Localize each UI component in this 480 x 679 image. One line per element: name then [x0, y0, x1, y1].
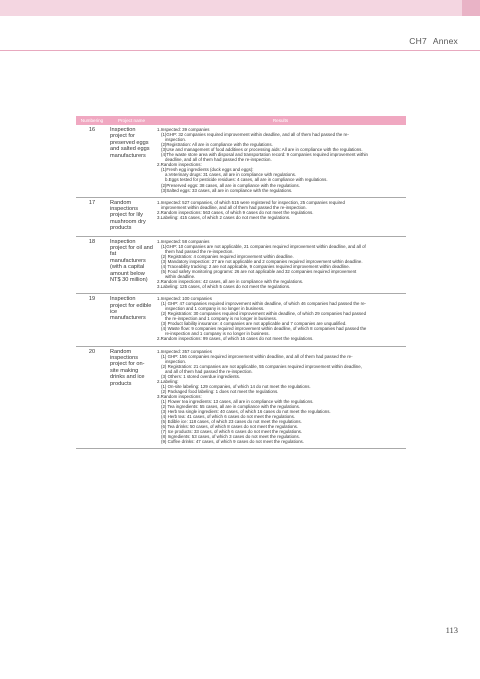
table-body	[76, 125, 406, 449]
result-line: 1.Inspected: 357 companies	[157, 348, 212, 354]
result-line: (2) Registration: 4 companies required improvement within deadline.	[161, 253, 294, 259]
table-header-row	[76, 116, 406, 125]
result-line: (2)Registration: All are in compliance with the regulations.	[161, 142, 273, 148]
result-line: (2)Preserved eggs: 38 cases, all are in compliance with the regulations.	[161, 182, 300, 188]
result-line: 2.Labeling:	[157, 378, 179, 384]
result-line: (3)Salted eggs: 33 cases, all are in compliance with the regulations.	[161, 187, 293, 193]
result-line: (1) GHP: 156 companies required improvement within deadline, and all of them had passed the re-	[161, 353, 353, 359]
result-line: (4) Traceability tracking: 2 are not applicable, 9 companies required improvement within deadline.	[161, 263, 350, 269]
project-name: Inspection project for edible ice manufacturers	[108, 294, 155, 346]
results-cell	[155, 197, 406, 236]
result-line: within deadline.	[165, 273, 196, 279]
result-line: 3.Random inspections:	[157, 393, 202, 399]
chapter-heading	[409, 36, 458, 46]
result-line: inspection and 1 company is no longer in business.	[165, 306, 265, 312]
result-line: (2) Registration: 30 companies required improvement within deadline, of which 29 companies had passed	[161, 311, 367, 317]
result-line: 2.Random inspections: 42 cases, all are in compliance with the regulations.	[157, 279, 304, 285]
result-line: (6) Tea drinks: 50 cases, of which 8 cases do not meet the regulations.	[161, 424, 299, 430]
result-line: inspection.	[165, 358, 186, 364]
result-line: (1)Fresh egg ingredients (duck eggs and eggs):	[161, 167, 254, 173]
result-line: (1) GHP: 47 companies required improvement within deadline, of which 46 companies had passed the re-	[161, 301, 367, 307]
result-line: improvement within deadline, and all of them had passed the re-inspection.	[161, 204, 307, 210]
section-label: Annex	[432, 36, 458, 46]
result-line: re-inspection and 1 company is no longer in business.	[165, 331, 270, 337]
result-line: (1)GHP: 10 companies are not applicable, 21 companies required improvement within deadline, and all of	[161, 243, 366, 249]
result-line: 1.Inspected: 100 companies	[157, 296, 212, 302]
result-line: (2) Registration: 21 companies are not applicable, 55 companies required improvement within deadline,	[161, 363, 362, 369]
result-line: the re-inspection and 1 company is no longer in business.	[165, 316, 278, 322]
table-row	[76, 197, 406, 236]
table-row	[76, 294, 406, 346]
header-project-name: Project name	[108, 116, 155, 125]
table-row	[76, 236, 406, 293]
result-line: 1.Inspected: 39 companies	[157, 127, 210, 132]
result-line: (3) Herb tea single ingredient: 40 cases, of which 16 cases do not meet the regulations.	[161, 409, 331, 415]
result-line: 3.Labeling: 415 cases, of which 2 cases do not meet the regulations.	[157, 214, 291, 220]
page-number: 113	[445, 625, 458, 635]
result-line: 1.Inspected: 58 companies	[157, 238, 210, 244]
result-line: 2.Random inspections:	[157, 162, 202, 168]
result-line: deadline, and all of them had passed the re-inspection.	[165, 157, 272, 163]
results-cell	[155, 346, 406, 449]
result-line: (5) Edible ice: 118 cases, of which 23 cases do not meet the regulations.	[161, 419, 302, 425]
result-line: (3) Product liability insurance: 4 companies are not applicable and 7 companies are unqualified.	[161, 321, 347, 327]
project-name: Random inspections project for on-site making drinks and ice products	[108, 346, 155, 449]
result-line: (5) Food safety monitoring programs: 26 are not applicable and 32 companies required improvement	[161, 268, 357, 274]
result-line: (3) Others: 1 stored overdue ingredients.	[161, 373, 241, 379]
table-row	[76, 125, 406, 197]
chapter-label: CH7	[409, 36, 427, 46]
result-line: (2) Tea ingredients: 55 cases, all are in compliance with the regulations.	[161, 404, 301, 410]
result-line: a.Veterinary drugs: 31 cases, all are in compliance with regulations.	[165, 172, 297, 178]
result-line: b.Eggs tested for pesticide residues: 4 cases, all are in compliance with regulations.	[165, 177, 328, 183]
top-color-band	[0, 0, 480, 16]
project-name: Inspection project for oil and fat manufacturers (with a capital amount below NT$ 30 million)	[108, 236, 155, 293]
results-cell	[155, 125, 406, 197]
result-line: (2) Packaged food labeling: 1 does not meet the regulations.	[161, 388, 279, 394]
header-rule	[0, 50, 480, 51]
results-table	[76, 116, 406, 449]
row-number: 20	[76, 346, 108, 449]
row-number: 19	[76, 294, 108, 346]
result-line: (1) On-site labeling: 129 companies, of which 14 do not meet the regulations.	[161, 383, 311, 389]
result-line: (3) Mandatory inspection: 27 are not applicable and 2 companies required improvement within deadline.	[161, 258, 363, 264]
result-line: (7) Ice products: 33 cases, of which 6 cases do not meet the regulations.	[161, 429, 303, 435]
project-name: Inspection project for preserved eggs and salted eggs manufacturers	[108, 125, 155, 197]
result-line: 2.Random inspections: 99 cases, of which 16 cases do not meet the regulations.	[157, 336, 314, 342]
result-line: inspection.	[165, 137, 186, 143]
result-line: (9) Coffee drinks: 47 cases, of which 9 cases do not meet the regulations.	[161, 439, 304, 445]
project-name: Random inspections project for lily mushroom dry products	[108, 197, 155, 236]
row-number: 16	[76, 125, 108, 197]
result-line: 2.Random inspections: 563 cases, of which 9 cases do not meet the regulations.	[157, 209, 314, 215]
table-row	[76, 346, 406, 449]
results-cell	[155, 236, 406, 293]
result-line: and all of them had passed the re-inspection.	[165, 368, 253, 374]
header-numbering: Numbering	[76, 116, 108, 125]
result-line: (4) Waste flow: 9 companies required improvement within deadline, of which 8 companies had passed the	[161, 326, 367, 332]
result-line: 3.Labeling: 125 cases, of which 5 cases do not meet the regulations.	[157, 284, 291, 290]
result-line: (8) Ingredients: 53 cases, of which 3 cases do not meet the regulations.	[161, 434, 300, 440]
result-line: (3)Use and management of food additives or processing aids: All are in compliance with the regulations.	[161, 147, 363, 153]
result-line: 1.Inspected: 527 companies, of which 515 were registered for inspection, 25 companies required	[157, 199, 345, 205]
row-number: 18	[76, 236, 108, 293]
header-results: Results	[155, 116, 406, 125]
result-line: (1) Flower tea ingredients: 13 cases, all are in compliance with the regulations.	[161, 399, 314, 404]
row-number: 17	[76, 197, 108, 236]
results-cell	[155, 294, 406, 346]
result-line: (1)GHP: 32 companies required improvement within deadline, and all of them had passed the re-	[161, 132, 349, 138]
result-line: (4)The waste store area with disposal and transportation record: 9 companies required improvement within	[161, 152, 368, 158]
result-line: them had passed the re-inspection.	[165, 248, 234, 254]
top-band-tab	[462, 0, 480, 16]
result-line: (4) Herb tea: 41 cases, of which 6 cases do not meet the regulations.	[161, 414, 295, 420]
